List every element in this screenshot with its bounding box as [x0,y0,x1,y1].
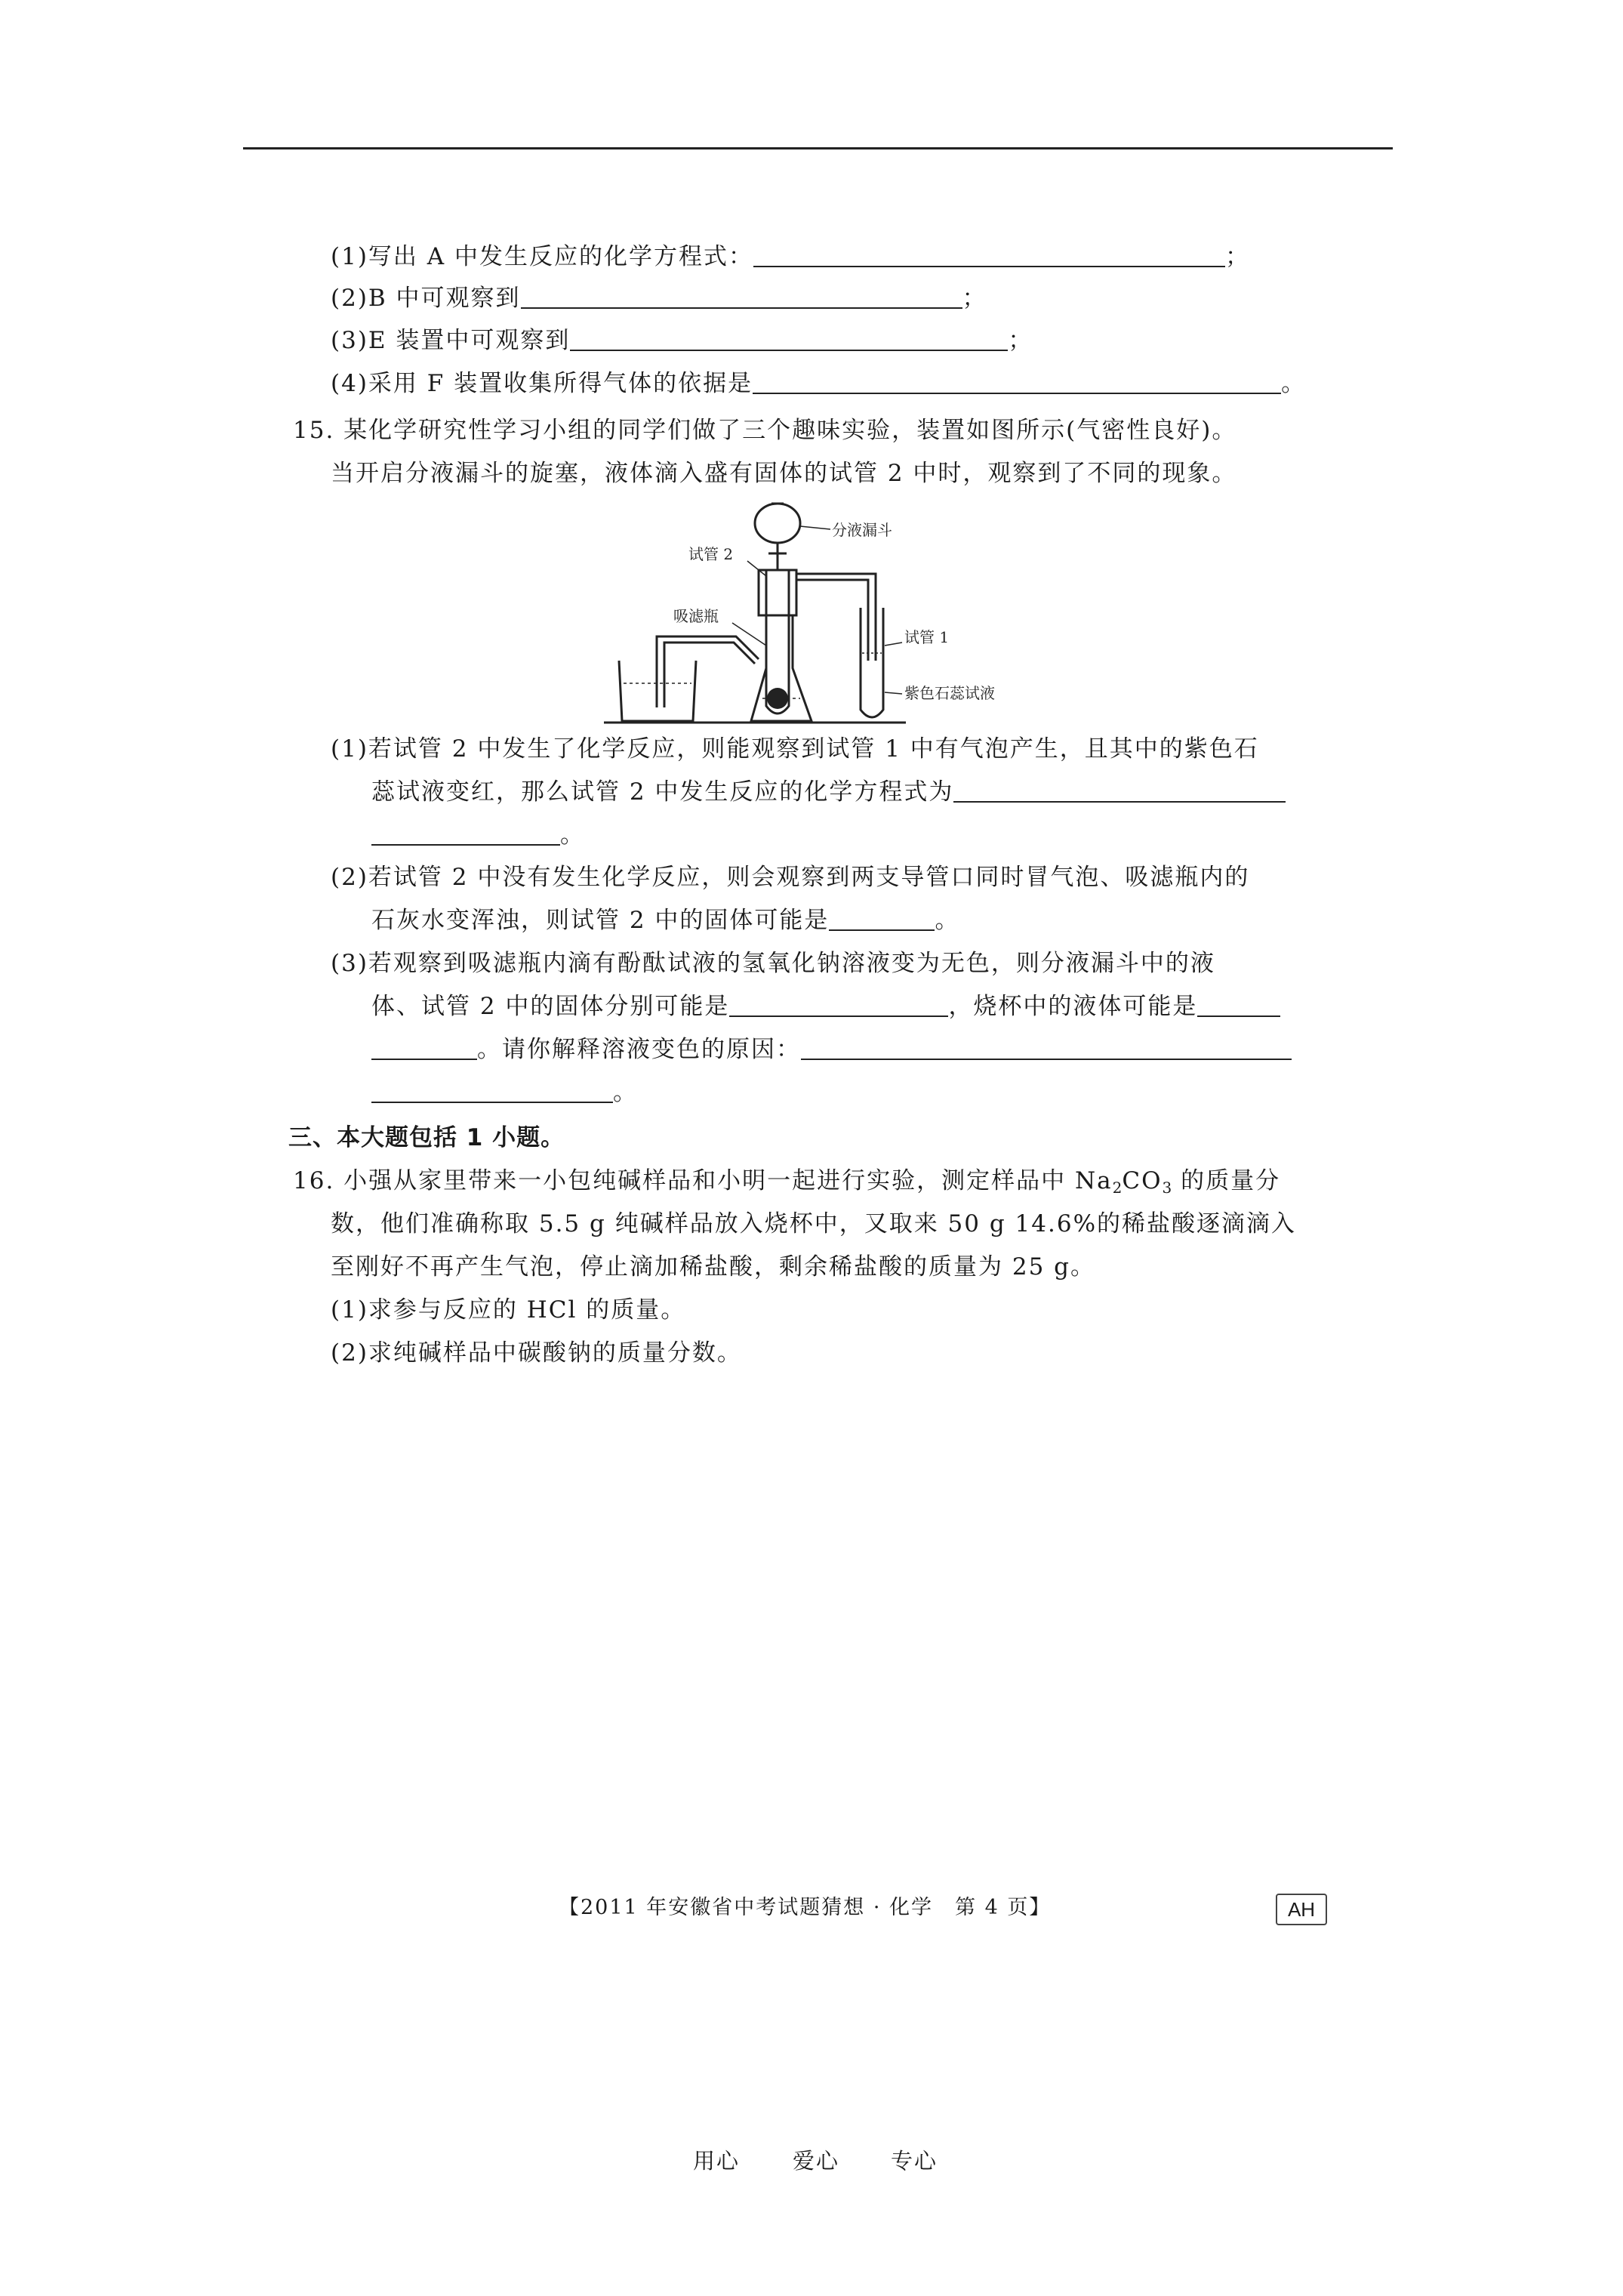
q16-line1: 16. 小强从家里带来一小包纯碱样品和小明一起进行实验，测定样品中 $Na_2CO_3$ 的质量分 [293,1167,1281,1197]
answer-blank[interactable] [829,907,935,931]
q14-part1: (1)写出 A 中发生反应的化学方程式： ； [331,243,1251,270]
label-tube2: 试管 2 [688,545,734,563]
test-tube-1-shape [861,608,883,717]
q16-line2: 数，他们准确称取 5.5 g 纯碱样品放入烧杯中，又取来 50 g 14.6%的稀盐酸逐滴滴入 [331,1210,1297,1237]
solid-sample [767,688,788,709]
q16-line3: 至刚好不再产生气泡，停止滴加稀盐酸，剩余稀盐酸的质量为 25 g。 [331,1253,1095,1281]
label-funnel: 分液漏斗 [832,521,892,539]
answer-blank[interactable] [371,1079,613,1103]
q15-part1-line1: (1)若试管 2 中发生了化学反应，则能观察到试管 1 中有气泡产生，且其中的紫色石 [331,735,1259,763]
apparatus-diagram [604,495,1087,729]
q14-part2-text: (2)B 中可观察到 [331,285,521,312]
answer-blank[interactable] [521,285,962,309]
answer-blank[interactable] [570,327,1008,351]
slogan-word-2: 爱心 [793,2148,840,2174]
q14-part4: (4)采用 F 装置收集所得气体的依据是 。 [331,370,1307,397]
q15-part3-line2: 体、试管 2 中的固体分别可能是 ，烧杯中的液体可能是 [371,991,1280,1022]
slogan-word-1: 用心 [693,2148,741,2174]
delivery-tube-left [657,636,759,707]
stopper-shape [759,570,796,615]
q15-part2-line2: 石灰水变浑浊，则试管 2 中的固体可能是 。 [371,907,960,934]
q15-stem-line1: 15. 某化学研究性学习小组的同学们做了三个趣味实验，装置如图所示(气密性良好)。 [293,417,1237,444]
answer-blank[interactable] [953,778,1286,803]
q15-part3-line3: 。请你解释溶液变色的原因： [371,1034,1292,1065]
q14-part2: (2)B 中可观察到 ； [331,285,987,312]
q14-part3-text: (3)E 装置中可观察到 [331,327,571,354]
section-title: 三、本大题包括 1 小题。 [288,1124,565,1151]
answer-blank[interactable] [753,243,1225,267]
answer-blank[interactable] [1197,993,1280,1017]
delivery-tube-left-inner [664,643,755,707]
q15-part3-line1: (3)若观察到吸滤瓶内滴有酚酞试液的氢氧化钠溶液变为无色，则分液漏斗中的液 [331,950,1215,977]
apparatus-figure [604,495,1087,729]
delivery-tube-right [796,574,876,661]
q14-part4-text: (4)采用 F 装置收集所得气体的依据是 [331,370,753,397]
q16-part1: (1)求参与反应的 HCl 的质量。 [331,1296,686,1324]
delivery-tube-right-inner [796,580,868,661]
q15-part1-line3: 。 [371,820,585,850]
q15-part1-line2: 蕊试液变红，那么试管 2 中发生反应的化学方程式为 [371,777,1286,807]
q14-part3: (3)E 装置中可观察到 ； [331,327,1033,354]
label-litmus: 紫色石蕊试液 [904,684,995,702]
q16-part2: (2)求纯碱样品中碳酸钠的质量分数。 [331,1339,742,1367]
q14-part1-text: (1)写出 A 中发生反应的化学方程式： [331,243,754,270]
header-rule [243,147,1393,149]
label-flask: 吸滤瓶 [673,607,719,625]
answer-blank[interactable] [371,1036,477,1060]
answer-blank[interactable] [801,1036,1292,1060]
q15-stem-line2: 当开启分液漏斗的旋塞，液体滴入盛有固体的试管 2 中时，观察到了不同的现象。 [331,460,1237,487]
answer-blank[interactable] [753,370,1281,394]
answer-blank[interactable] [371,821,560,846]
q15-part3-line4: 。 [371,1077,638,1108]
funnel-bulb [755,504,800,543]
slogan-word-3: 专心 [891,2148,938,2174]
answer-blank[interactable] [729,993,948,1017]
page-footer: 【2011 年安徽省中考试题猜想 · 化学 第 4 页】 [559,1896,1052,1919]
q15-part2-line1: (2)若试管 2 中没有发生化学反应，则会观察到两支导管口同时冒气泡、吸滤瓶内的 [331,864,1250,891]
label-tube1: 试管 1 [904,628,950,646]
region-badge: AH [1276,1894,1327,1925]
